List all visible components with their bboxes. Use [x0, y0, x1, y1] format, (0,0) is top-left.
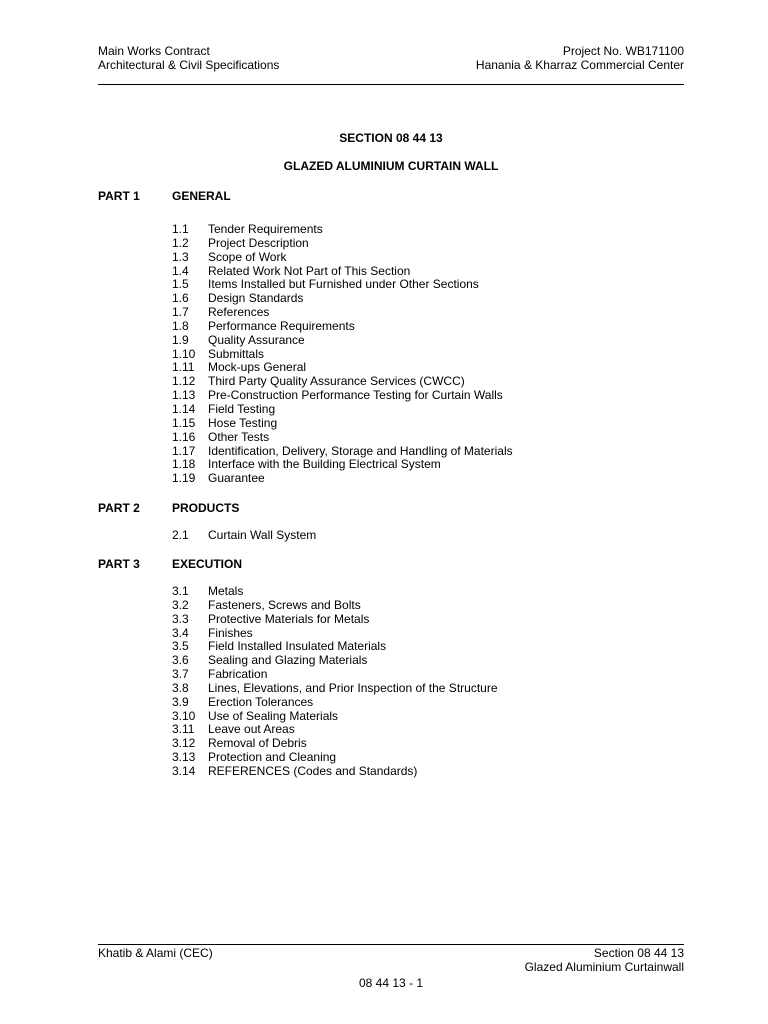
item-number: 1.4 — [172, 263, 189, 278]
item-number: 1.9 — [172, 332, 189, 347]
item-number: 3.14 — [172, 763, 196, 778]
list-item — [172, 320, 513, 334]
item-number: 3.5 — [172, 639, 189, 654]
header-row-1 — [98, 44, 684, 58]
list-item — [172, 445, 513, 459]
footer-row-2 — [98, 960, 684, 974]
item-text: Guarantee — [208, 471, 265, 486]
item-text: Related Work Not Part of This Section — [208, 263, 411, 278]
item-text: Fasteners, Screws and Bolts — [208, 597, 361, 612]
item-text: Curtain Wall System — [208, 528, 317, 542]
item-text: Protection and Cleaning — [208, 750, 337, 765]
item-number: 3.8 — [172, 680, 189, 695]
item-number: 3.2 — [172, 597, 189, 612]
footer-section-number: Section 08 44 13 — [593, 946, 684, 960]
item-number: 3.3 — [172, 611, 189, 626]
section-title: GLAZED ALUMINIUM CURTAIN WALL — [283, 159, 499, 173]
item-text: Identification, Delivery, Storage and Handling of Materials — [208, 443, 513, 458]
list-item — [172, 375, 513, 389]
list-item — [172, 696, 498, 710]
item-text: Fabrication — [208, 667, 268, 682]
item-text: Third Party Quality Assurance Services (CWCC) — [208, 374, 465, 389]
list-item — [172, 585, 498, 599]
item-number: 3.6 — [172, 653, 189, 668]
list-item — [172, 627, 498, 641]
list-item — [172, 710, 498, 724]
page-footer — [98, 946, 684, 974]
item-number: 1.8 — [172, 318, 189, 333]
item-text: Pre-Construction Performance Testing for Curtain Walls — [208, 388, 503, 403]
list-item — [172, 431, 513, 445]
list-item — [172, 458, 513, 472]
list-item — [172, 278, 513, 292]
item-text: Design Standards — [208, 291, 304, 306]
item-number: 1.13 — [172, 388, 196, 403]
item-number: 1.10 — [172, 346, 196, 361]
list-item — [172, 751, 498, 765]
item-number: 1.18 — [172, 457, 196, 472]
item-text: Removal of Debris — [208, 736, 307, 751]
item-number: 3.10 — [172, 708, 196, 723]
list-item — [172, 472, 513, 486]
item-number: 1.3 — [172, 249, 189, 264]
part-name: GENERAL — [172, 189, 231, 203]
header-divider — [98, 84, 684, 85]
item-number: 1.15 — [172, 415, 196, 430]
list-item — [172, 389, 513, 403]
item-number: 3.9 — [172, 694, 189, 709]
list-item — [172, 613, 498, 627]
item-text: Metals — [208, 584, 244, 598]
item-number: 2.1 — [172, 528, 189, 542]
item-text: Leave out Areas — [208, 722, 295, 737]
list-item — [172, 640, 498, 654]
part-label: PART 3 — [98, 557, 140, 571]
item-text: Protective Materials for Metals — [208, 611, 370, 626]
item-text: REFERENCES (Codes and Standards) — [208, 763, 418, 778]
list-item — [172, 292, 513, 306]
item-number: 1.16 — [172, 429, 196, 444]
list-item — [172, 223, 513, 237]
item-text: Other Tests — [208, 429, 270, 444]
page-header — [98, 44, 684, 72]
item-text: Submittals — [208, 346, 265, 361]
item-text: Quality Assurance — [208, 332, 305, 347]
footer-consultant: Khatib & Alami (CEC) — [98, 946, 213, 960]
item-number: 1.6 — [172, 291, 189, 306]
footer-row-1 — [98, 946, 684, 960]
list-item — [172, 334, 513, 348]
item-text: Interface with the Building Electrical System — [208, 457, 441, 472]
page-number: 08 44 13 - 1 — [358, 976, 424, 990]
item-text: Items Installed but Furnished under Other Sections — [208, 277, 479, 292]
list-item — [172, 723, 498, 737]
part-label: PART 2 — [98, 501, 140, 515]
item-number: 3.12 — [172, 736, 196, 751]
part-name: EXECUTION — [172, 557, 243, 571]
list-item — [172, 265, 513, 279]
list-item — [172, 361, 513, 375]
footer-divider — [98, 944, 684, 945]
item-number: 1.7 — [172, 305, 189, 320]
item-text: Use of Sealing Materials — [208, 708, 339, 723]
list-item — [172, 237, 513, 251]
part-1-item-list — [172, 223, 513, 486]
list-item — [172, 529, 316, 543]
header-row-2 — [98, 58, 684, 72]
item-number: 1.12 — [172, 374, 196, 389]
section-number: SECTION 08 44 13 — [339, 131, 443, 145]
list-item — [172, 403, 513, 417]
item-text: Lines, Elevations, and Prior Inspection of the Structure — [208, 680, 498, 695]
item-number: 3.11 — [172, 722, 195, 737]
list-item — [172, 348, 513, 362]
item-text: Scope of Work — [208, 249, 287, 264]
list-item — [172, 765, 498, 779]
item-text: Mock-ups General — [208, 360, 307, 375]
header-specifications: Architectural & Civil Specifications — [98, 58, 280, 72]
item-text: Project Description — [208, 235, 309, 250]
item-text: Tender Requirements — [208, 222, 323, 236]
header-contract: Main Works Contract — [98, 44, 210, 58]
item-number: 1.17 — [172, 443, 196, 458]
item-number: 1.5 — [172, 277, 189, 292]
item-number: 1.1 — [172, 222, 189, 236]
item-text: Field Installed Insulated Materials — [208, 639, 387, 654]
list-item — [172, 682, 498, 696]
part-3-item-list — [172, 585, 498, 779]
footer-section-title: Glazed Aluminium Curtainwall — [524, 960, 684, 974]
list-item — [172, 737, 498, 751]
part-2-item-list — [172, 529, 316, 543]
header-project-name: Hanania & Kharraz Commercial Center — [475, 58, 684, 72]
item-text: Hose Testing — [208, 415, 278, 430]
part-name: PRODUCTS — [172, 501, 240, 515]
part-label: PART 1 — [98, 189, 140, 203]
item-text: Finishes — [208, 625, 253, 640]
item-number: 1.11 — [172, 360, 195, 375]
list-item — [172, 599, 498, 613]
item-number: 1.14 — [172, 401, 196, 416]
item-text: Field Testing — [208, 401, 276, 416]
item-text: Performance Requirements — [208, 318, 355, 333]
item-number: 1.2 — [172, 235, 189, 250]
list-item — [172, 668, 498, 682]
item-number: 3.1 — [172, 584, 189, 598]
list-item — [172, 654, 498, 668]
item-number: 3.13 — [172, 750, 196, 765]
item-number: 3.7 — [172, 667, 189, 682]
list-item — [172, 251, 513, 265]
item-text: Sealing and Glazing Materials — [208, 653, 368, 668]
item-text: Erection Tolerances — [208, 694, 314, 709]
item-text: References — [208, 305, 270, 320]
header-project-number: Project No. WB171100 — [562, 44, 684, 58]
item-number: 1.19 — [172, 471, 196, 486]
list-item — [172, 306, 513, 320]
item-number: 3.4 — [172, 625, 189, 640]
list-item — [172, 417, 513, 431]
